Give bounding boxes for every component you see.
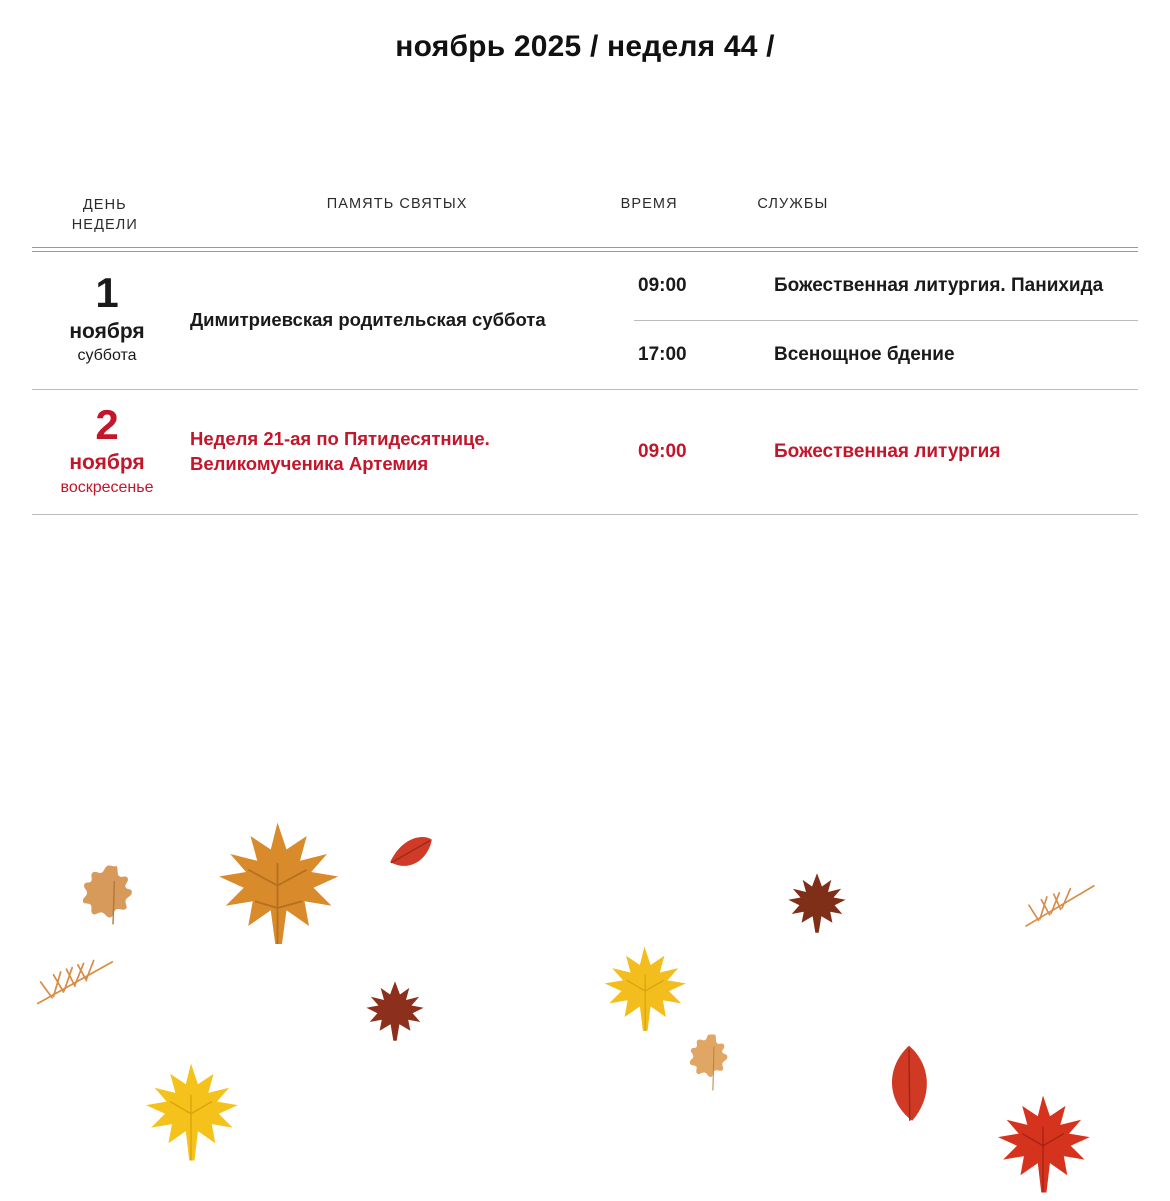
day-weekday: суббота [77, 346, 137, 364]
column-header-time: ВРЕМЯ [620, 196, 678, 212]
oak-leaf-icon [686, 1032, 742, 1099]
maple-leaf-icon [205, 818, 350, 958]
table-header-row [32, 196, 1138, 247]
service-name: Божественная литургия. Панихида [774, 275, 1104, 297]
service-time: 17:00 [638, 344, 687, 366]
service-time: 09:00 [638, 441, 687, 463]
service-row [634, 320, 1138, 389]
red-leaf-icon [874, 1044, 944, 1129]
service-name: Божественная литургия [774, 441, 1001, 463]
column-header-services: СЛУЖБЫ [757, 196, 829, 212]
service-time: 09:00 [638, 275, 687, 297]
day-number: 2 [95, 401, 119, 449]
autumn-leaves-decoration [0, 770, 1170, 1170]
maple-leaf-icon [782, 870, 852, 941]
column-header-day-line1: ДЕНЬ [82, 197, 127, 213]
schedule-table [32, 196, 1138, 515]
day-month: ноября [69, 319, 145, 343]
services-list [634, 252, 1138, 389]
column-header-day-line2: НЕДЕЛИ [71, 216, 138, 233]
day-cell [32, 252, 182, 389]
saints-cell: Неделя 21-ая по Пятидесятнице. Великомученика Артемия [190, 428, 490, 475]
service-row [634, 252, 1138, 320]
pine-needle-icon [32, 952, 118, 1017]
saints-cell: Димитриевская родительская суббота [190, 309, 546, 331]
page-title: ноябрь 2025 / неделя 44 / [395, 30, 775, 63]
day-cell [32, 390, 182, 514]
day-weekday: воскресенье [60, 478, 154, 496]
service-row [634, 418, 1138, 486]
maple-leaf-icon [598, 942, 694, 1039]
pine-needle-icon [1022, 878, 1098, 943]
day-month: ноября [69, 451, 145, 475]
table-row [32, 252, 1138, 390]
maple-leaf-icon [360, 978, 430, 1049]
maple-leaf-icon [988, 1092, 1098, 1201]
service-name: Всенощное бдение [774, 344, 955, 366]
day-number: 1 [95, 269, 119, 317]
column-header-saints: ПАМЯТЬ СВЯТЫХ [326, 196, 468, 212]
table-row [32, 390, 1138, 515]
services-list [634, 390, 1138, 514]
oak-leaf-icon [78, 860, 148, 935]
red-leaf-icon [386, 830, 436, 883]
column-header-day [32, 196, 178, 235]
maple-leaf-icon [136, 1060, 246, 1169]
